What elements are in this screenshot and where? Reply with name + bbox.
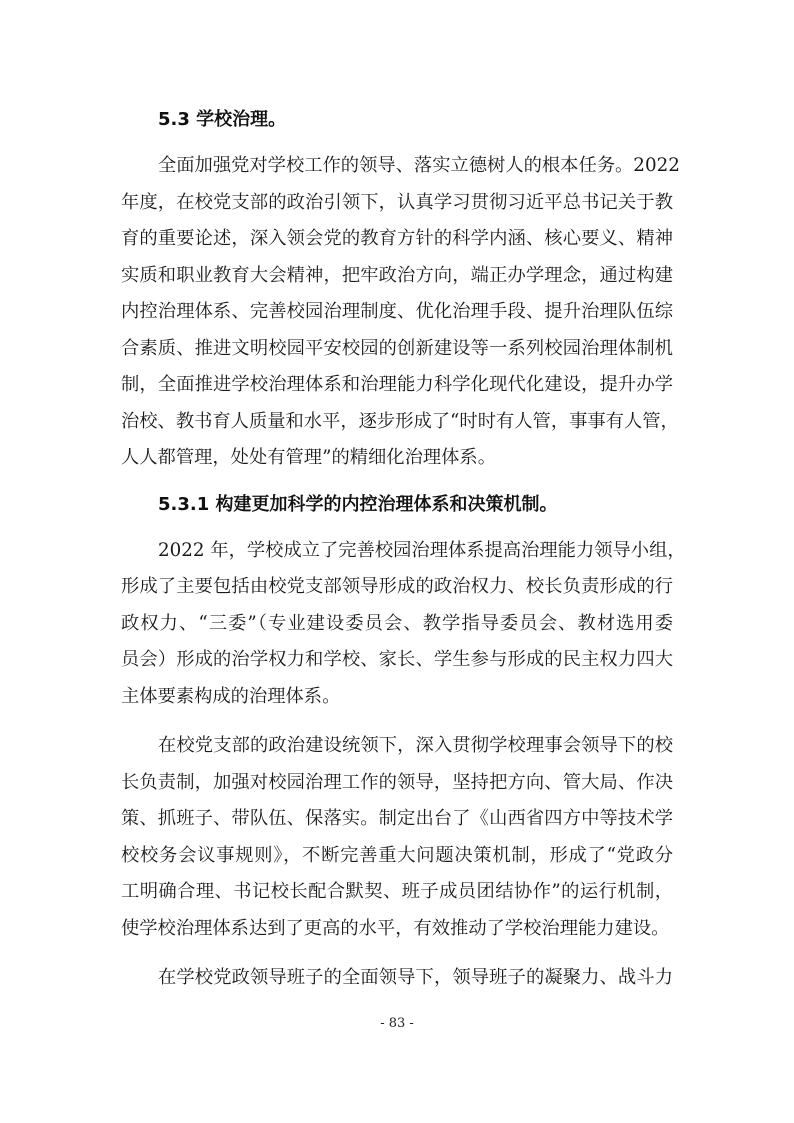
- document-page: [121, 92, 686, 997]
- text-line: 合素质、推进文明校园平安校园的创新建设等一系列校园治理体制机: [121, 337, 673, 359]
- paragraph-5-3-1-third: [121, 960, 673, 997]
- text-line: 在学校党政领导班子的全面领导下，领导班子的凝聚力、战斗力: [158, 967, 673, 988]
- section-heading-5-3: 5.3 学校治理。: [158, 109, 287, 130]
- text-line: 内控治理体系、完善校园治理制度、优化治理手段、提升治理队伍综: [121, 301, 673, 322]
- paragraph-5-3-intro: [121, 148, 680, 477]
- text-line: 实质和职业教育大会精神，把牢政治方向，端正办学理念，通过构建: [121, 264, 673, 286]
- text-line: 在校党支部的政治建设统领下，深入贯彻学校理事会领导下的校: [158, 735, 673, 756]
- text-line: 育的重要论述，深入领会党的教育方针的科学内涵、核心要义、精神: [121, 228, 673, 249]
- text-line: 全面加强党对学校工作的领导、落实立德树人的根本任务。2022: [158, 155, 680, 176]
- paragraph-5-3-1-second: [121, 728, 673, 947]
- text-line: 长负责制，加强对校园治理工作的领导，坚持把方向、管大局、作决: [121, 771, 673, 793]
- section-heading-5-3-1: 5.3.1 构建更加科学的内控治理体系和决策机制。: [158, 493, 558, 515]
- text-line: 年度，在校党支部的政治引领下，认真学习贯彻习近平总书记关于教: [121, 191, 673, 213]
- text-line: 人人都管理，处处有管理”的精细化治理体系。: [121, 447, 496, 468]
- page-number: - 83 -: [380, 1016, 414, 1031]
- text-line: 2022 年，学校成立了完善校园治理体系提高治理能力领导小组，: [158, 539, 686, 561]
- text-line: 策、抓班子、带队伍、保落实。制定出台了《山西省四方中等技术学: [121, 808, 673, 829]
- text-line: 员会）形成的治学权力和学校、家长、学生参与形成的民主权力四大: [121, 649, 673, 670]
- text-line: 使学校治理体系达到了更高的水平，有效推动了学校治理能力建设。: [121, 917, 670, 939]
- text-line: 工明确合理、书记校长配合默契、班子成员团结协作”的运行机制，: [121, 881, 673, 902]
- text-line: 制，全面推进学校治理体系和治理能力科学化现代化建设，提升办学: [121, 374, 673, 395]
- text-line: 形成了主要包括由校党支部领导形成的政治权力、校长负责形成的行: [121, 576, 673, 597]
- text-line: 主体要素构成的治理体系。: [121, 685, 341, 707]
- text-line: 治校、教书育人质量和水平，逐步形成了“时时有人管，事事有人管，: [121, 410, 679, 432]
- text-line: 校校务会议事规则》，不断完善重大问题决策机制，形成了“党政分: [121, 844, 673, 866]
- text-line: 政权力、“三委”（专业建设委员会、教学指导委员会、教材选用委: [121, 612, 673, 634]
- paragraph-5-3-1-first: [121, 533, 686, 716]
